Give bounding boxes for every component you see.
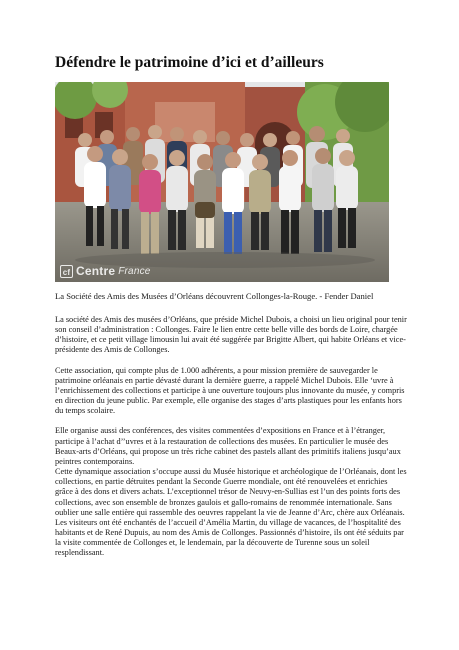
logo-text: Centre (76, 264, 116, 278)
cf-logo-icon: cf (60, 265, 73, 278)
paragraph: Cette dynamique association s’occupe aussi du Musée historique et archéologique de l’Orléanais, dont les collections, en partie détruites pendant la Seconde Guerre mondiale, ont été renouvelées et enrichies grâce à des dons et divers achats. L’exceptionnel trésor de Neuvy-en-Sullias est l’un des points forts des collections, avec son ensemble de bronzes gaulois et gallo-romains de renommée internationale. Sans oublier une salle entière qui rassemble des oeuvres rappelant la vie de Jeanne d’Arc, chère aux Orléanais. (55, 467, 407, 517)
paragraph: Cette association, qui compte plus de 1.000 adhérents, a pour mission première de sauvegarder le patrimoine orléanais en partie dévasté durant la dernière guerre, a rappelé Michel Dubois. Elle ‘uvre à l’enrichissement des collections et participe à une ouverture toujours plus innovante du musée, y compris en direction du jeune public. Par exemple, elle organise des stages d’arts plastiques pour les enfants hors du temps scolaire. (55, 365, 405, 416)
group-photo-illustration (55, 82, 389, 282)
paragraph: Les visiteurs ont été enchantés de l’accueil d’Amélia Martin, du village de vacances, de l’hospitalité des habitants et de René Dupuis, au nom des Amis de Collonges. Passionnés d’histoire, ils ont été séduits par la visite commentée de Collonges et, le lendemain, par la découverte de Turenne sous un soleil resplendissant. (55, 517, 404, 558)
article-body (55, 315, 407, 558)
article-photo (55, 82, 389, 282)
logo-suffix: France (118, 265, 151, 277)
paragraph: Elle organise aussi des conférences, des visites commentées d’expositions en France et à l’étranger, participe à l’achat d’’uvres et à la restauration de collections des musées. En particulier le musée des Beaux-arts d’Orléans, qui propose un très riche cabinet des pastels allant des primitifs italiens jusqu’aux peintres contemporains. (55, 426, 401, 466)
photo-caption: La Société des Amis des Musées d’Orléans découvrent Collonges-la-Rouge. - Fender Daniel (55, 291, 374, 301)
photo-agency-logo (60, 263, 151, 279)
article-title: Défendre le patrimoine d’ici et d’ailleurs (55, 54, 324, 71)
paragraph: La société des Amis des musées d’Orléans, que préside Michel Dubois, a choisi un lieu original pour tenir son conseil d’administration : Collonges. Faire le lien entre cette belle ville des bords de Loire, chargée d’histoire, et ce petit village limousin lui avait été suggérée par Brigitte Albert, qui habite Orléans et vice-présidente des Amis de Collonges. (55, 315, 407, 355)
